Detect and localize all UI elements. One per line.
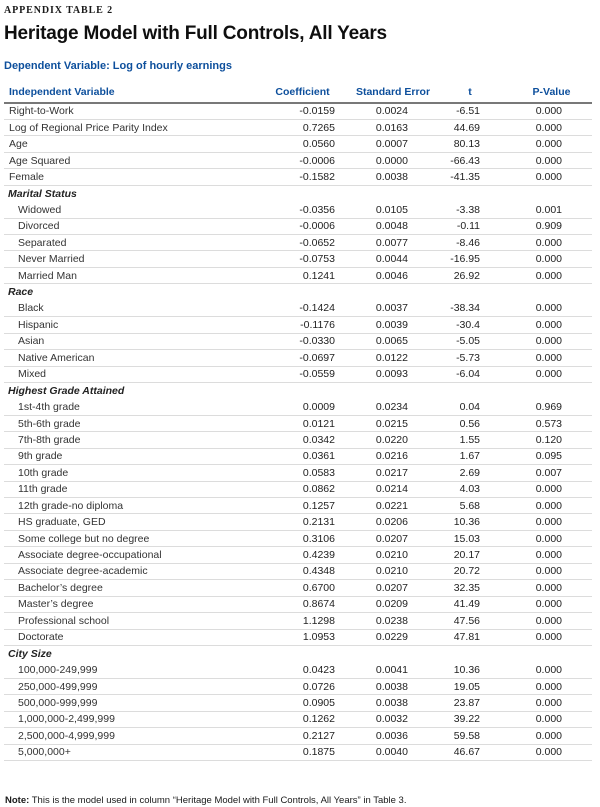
variable-label: Asian — [4, 333, 262, 349]
t-value: -38.34 — [443, 300, 497, 316]
p-value: 0.000 — [497, 136, 592, 152]
variable-label: 7th-8th grade — [4, 432, 262, 448]
variable-label: Married Man — [4, 267, 262, 283]
t-value: 15.03 — [443, 530, 497, 546]
t-value: -0.11 — [443, 218, 497, 234]
variable-label: 1st-4th grade — [4, 399, 262, 415]
variable-label: 500,000-999,999 — [4, 695, 262, 711]
p-value: 0.000 — [497, 580, 592, 596]
standard-error-value: 0.0105 — [343, 202, 443, 218]
standard-error-value: 0.0039 — [343, 317, 443, 333]
table-row — [4, 202, 592, 218]
section-row — [4, 645, 592, 661]
standard-error-value: 0.0238 — [343, 613, 443, 629]
t-value: 39.22 — [443, 711, 497, 727]
column-header-coefficient: Coefficient — [262, 81, 343, 103]
standard-error-value: 0.0217 — [343, 465, 443, 481]
p-value: 0.000 — [497, 498, 592, 514]
p-value: 0.000 — [497, 530, 592, 546]
variable-label: Bachelor’s degree — [4, 580, 262, 596]
variable-label: Black — [4, 300, 262, 316]
coefficient-value: 0.0726 — [262, 678, 343, 694]
p-value: 0.000 — [497, 366, 592, 382]
standard-error-value: 0.0207 — [343, 530, 443, 546]
table-kicker: APPENDIX TABLE 2 — [4, 5, 114, 16]
table-row — [4, 728, 592, 744]
coefficient-value: 0.0583 — [262, 465, 343, 481]
variable-label: Mixed — [4, 366, 262, 382]
table-row — [4, 580, 592, 596]
coefficient-value: -0.0652 — [262, 235, 343, 251]
p-value: 0.000 — [497, 744, 592, 760]
table-row — [4, 498, 592, 514]
header-row — [4, 81, 592, 103]
table-row — [4, 662, 592, 678]
table-row — [4, 613, 592, 629]
coefficient-value: 1.1298 — [262, 613, 343, 629]
t-value: 26.92 — [443, 267, 497, 283]
note-text: This is the model used in column “Heritage Model with Full Controls, All Years” in Table 3. — [29, 795, 407, 806]
standard-error-value: 0.0024 — [343, 103, 443, 119]
t-value: 32.35 — [443, 580, 497, 596]
coefficient-value: 0.1875 — [262, 744, 343, 760]
standard-error-value: 0.0038 — [343, 695, 443, 711]
variable-label: 11th grade — [4, 481, 262, 497]
t-value: 1.55 — [443, 432, 497, 448]
standard-error-value: 0.0038 — [343, 678, 443, 694]
t-value: -3.38 — [443, 202, 497, 218]
variable-label: HS graduate, GED — [4, 514, 262, 530]
coefficient-value: 0.0862 — [262, 481, 343, 497]
t-value: 20.72 — [443, 563, 497, 579]
p-value: 0.000 — [497, 267, 592, 283]
t-value: -6.04 — [443, 366, 497, 382]
coefficient-value: -0.0330 — [262, 333, 343, 349]
coefficient-value: -0.0559 — [262, 366, 343, 382]
variable-label: 250,000-499,999 — [4, 678, 262, 694]
p-value: 0.909 — [497, 218, 592, 234]
table-row — [4, 366, 592, 382]
table-header — [4, 81, 592, 103]
dependent-variable-label: Dependent Variable: Log of hourly earnings — [4, 60, 232, 72]
table-row — [4, 267, 592, 283]
table-row — [4, 152, 592, 168]
coefficient-value: 0.4239 — [262, 547, 343, 563]
variable-label: Master’s degree — [4, 596, 262, 612]
standard-error-value: 0.0207 — [343, 580, 443, 596]
t-value: 59.58 — [443, 728, 497, 744]
table-row — [4, 547, 592, 563]
variable-label: 2,500,000-4,999,999 — [4, 728, 262, 744]
t-value: 80.13 — [443, 136, 497, 152]
variable-label: Associate degree-academic — [4, 563, 262, 579]
standard-error-value: 0.0209 — [343, 596, 443, 612]
standard-error-value: 0.0065 — [343, 333, 443, 349]
t-value: 0.04 — [443, 399, 497, 415]
table-row — [4, 514, 592, 530]
coefficient-value: 0.0905 — [262, 695, 343, 711]
coefficient-value: -0.0697 — [262, 350, 343, 366]
coefficient-value: -0.1582 — [262, 169, 343, 185]
t-value: 10.36 — [443, 662, 497, 678]
p-value: 0.000 — [497, 350, 592, 366]
variable-label: Divorced — [4, 218, 262, 234]
variable-label: Doctorate — [4, 629, 262, 645]
variable-label: 100,000-249,999 — [4, 662, 262, 678]
section-row — [4, 185, 592, 201]
p-value: 0.000 — [497, 695, 592, 711]
standard-error-value: 0.0048 — [343, 218, 443, 234]
table-row — [4, 169, 592, 185]
p-value: 0.000 — [497, 251, 592, 267]
table-row — [4, 629, 592, 645]
table-row — [4, 563, 592, 579]
p-value: 0.000 — [497, 481, 592, 497]
section-label: Race — [8, 286, 34, 299]
coefficient-value: -0.1424 — [262, 300, 343, 316]
t-value: 19.05 — [443, 678, 497, 694]
coefficient-value: 0.1241 — [262, 267, 343, 283]
variable-label: Associate degree-occupational — [4, 547, 262, 563]
column-header-t: t — [443, 81, 497, 103]
t-value: -5.73 — [443, 350, 497, 366]
coefficient-value: 0.0560 — [262, 136, 343, 152]
coefficient-value: -0.1176 — [262, 317, 343, 333]
standard-error-value: 0.0122 — [343, 350, 443, 366]
coefficient-value: 0.0342 — [262, 432, 343, 448]
t-value: 44.69 — [443, 119, 497, 135]
standard-error-value: 0.0077 — [343, 235, 443, 251]
standard-error-value: 0.0210 — [343, 547, 443, 563]
variable-label: Log of Regional Price Parity Index — [4, 119, 262, 135]
coefficient-value: 0.1262 — [262, 711, 343, 727]
t-value: -66.43 — [443, 152, 497, 168]
coefficient-value: -0.0356 — [262, 202, 343, 218]
standard-error-value: 0.0221 — [343, 498, 443, 514]
p-value: 0.120 — [497, 432, 592, 448]
p-value: 0.000 — [497, 711, 592, 727]
standard-error-value: 0.0210 — [343, 563, 443, 579]
table-row — [4, 415, 592, 431]
coefficient-value: 0.0009 — [262, 399, 343, 415]
coefficient-value: -0.0159 — [262, 103, 343, 119]
standard-error-value: 0.0163 — [343, 119, 443, 135]
table-row — [4, 235, 592, 251]
coefficient-value: -0.0753 — [262, 251, 343, 267]
section-row — [4, 284, 592, 300]
coefficient-value: 0.0423 — [262, 662, 343, 678]
table-row — [4, 103, 592, 119]
t-value: -8.46 — [443, 235, 497, 251]
section-label: City Size — [8, 647, 52, 660]
variable-label: 5,000,000+ — [4, 744, 262, 760]
standard-error-value: 0.0041 — [343, 662, 443, 678]
section-label: Marital Status — [8, 187, 77, 200]
p-value: 0.000 — [497, 613, 592, 629]
page-title: Heritage Model with Full Controls, All Years — [4, 23, 387, 44]
standard-error-value: 0.0229 — [343, 629, 443, 645]
p-value: 0.000 — [497, 235, 592, 251]
standard-error-value: 0.0093 — [343, 366, 443, 382]
variable-label: Some college but no degree — [4, 530, 262, 546]
p-value: 0.095 — [497, 448, 592, 464]
t-value: 4.03 — [443, 481, 497, 497]
p-value: 0.000 — [497, 563, 592, 579]
table-row — [4, 596, 592, 612]
table-row — [4, 350, 592, 366]
coefficient-value: 0.7265 — [262, 119, 343, 135]
variable-label: Hispanic — [4, 317, 262, 333]
coefficient-value: 1.0953 — [262, 629, 343, 645]
p-value: 0.000 — [497, 547, 592, 563]
standard-error-value: 0.0220 — [343, 432, 443, 448]
variable-label: Native American — [4, 350, 262, 366]
table-row — [4, 399, 592, 415]
p-value: 0.000 — [497, 152, 592, 168]
p-value: 0.000 — [497, 103, 592, 119]
p-value: 0.000 — [497, 317, 592, 333]
variable-label: Professional school — [4, 613, 262, 629]
standard-error-value: 0.0007 — [343, 136, 443, 152]
table-row — [4, 678, 592, 694]
p-value: 0.000 — [497, 514, 592, 530]
p-value: 0.000 — [497, 596, 592, 612]
t-value: 47.56 — [443, 613, 497, 629]
p-value: 0.001 — [497, 202, 592, 218]
standard-error-value: 0.0000 — [343, 152, 443, 168]
table-row — [4, 481, 592, 497]
t-value: 0.56 — [443, 415, 497, 431]
p-value: 0.000 — [497, 629, 592, 645]
t-value: 47.81 — [443, 629, 497, 645]
standard-error-value: 0.0038 — [343, 169, 443, 185]
variable-label: Separated — [4, 235, 262, 251]
p-value: 0.007 — [497, 465, 592, 481]
standard-error-value: 0.0044 — [343, 251, 443, 267]
p-value: 0.000 — [497, 662, 592, 678]
coefficient-value: 0.0361 — [262, 448, 343, 464]
table-row — [4, 530, 592, 546]
coefficient-value: 0.0121 — [262, 415, 343, 431]
column-header-independent-variable: Independent Variable — [4, 81, 262, 103]
table-row — [4, 136, 592, 152]
p-value: 0.000 — [497, 169, 592, 185]
p-value: 0.000 — [497, 119, 592, 135]
t-value: 41.49 — [443, 596, 497, 612]
regression-results-table — [4, 81, 592, 761]
variable-label: Widowed — [4, 202, 262, 218]
t-value: 10.36 — [443, 514, 497, 530]
t-value: -5.05 — [443, 333, 497, 349]
table-row — [4, 744, 592, 760]
section-row — [4, 382, 592, 398]
standard-error-value: 0.0214 — [343, 481, 443, 497]
t-value: -6.51 — [443, 103, 497, 119]
standard-error-value: 0.0037 — [343, 300, 443, 316]
section-label: Highest Grade Attained — [8, 384, 125, 397]
t-value: 20.17 — [443, 547, 497, 563]
coefficient-value: 0.6700 — [262, 580, 343, 596]
table-row — [4, 465, 592, 481]
coefficient-value: 0.8674 — [262, 596, 343, 612]
coefficient-value: -0.0006 — [262, 152, 343, 168]
p-value: 0.000 — [497, 728, 592, 744]
variable-label: Never Married — [4, 251, 262, 267]
p-value: 0.000 — [497, 300, 592, 316]
t-value: -41.35 — [443, 169, 497, 185]
column-header-p-value: P-Value — [497, 81, 592, 103]
t-value: -16.95 — [443, 251, 497, 267]
t-value: 2.69 — [443, 465, 497, 481]
p-value: 0.969 — [497, 399, 592, 415]
variable-label: 9th grade — [4, 448, 262, 464]
table-row — [4, 218, 592, 234]
standard-error-value: 0.0040 — [343, 744, 443, 760]
standard-error-value: 0.0036 — [343, 728, 443, 744]
table-row — [4, 119, 592, 135]
table-row — [4, 711, 592, 727]
standard-error-value: 0.0206 — [343, 514, 443, 530]
variable-label: 10th grade — [4, 465, 262, 481]
p-value: 0.000 — [497, 333, 592, 349]
variable-label: Right-to-Work — [4, 103, 262, 119]
coefficient-value: 0.2131 — [262, 514, 343, 530]
table-row — [4, 300, 592, 316]
standard-error-value: 0.0032 — [343, 711, 443, 727]
table-row — [4, 317, 592, 333]
note-label: Note: — [5, 795, 30, 806]
variable-label: 5th-6th grade — [4, 415, 262, 431]
t-value: -30.4 — [443, 317, 497, 333]
table-row — [4, 695, 592, 711]
variable-label: 1,000,000-2,499,999 — [4, 711, 262, 727]
table-row — [4, 448, 592, 464]
t-value: 46.67 — [443, 744, 497, 760]
t-value: 1.67 — [443, 448, 497, 464]
table-body — [4, 103, 592, 761]
table-row — [4, 333, 592, 349]
standard-error-value: 0.0216 — [343, 448, 443, 464]
standard-error-value: 0.0215 — [343, 415, 443, 431]
t-value: 5.68 — [443, 498, 497, 514]
coefficient-value: 0.4348 — [262, 563, 343, 579]
table-row — [4, 251, 592, 267]
coefficient-value: 0.1257 — [262, 498, 343, 514]
variable-label: Age Squared — [4, 152, 262, 168]
standard-error-value: 0.0234 — [343, 399, 443, 415]
coefficient-value: -0.0006 — [262, 218, 343, 234]
t-value: 23.87 — [443, 695, 497, 711]
variable-label: Age — [4, 136, 262, 152]
table-row — [4, 432, 592, 448]
coefficient-value: 0.3106 — [262, 530, 343, 546]
variable-label: 12th grade-no diploma — [4, 498, 262, 514]
column-header-standard-error: Standard Error — [343, 81, 443, 103]
p-value: 0.000 — [497, 678, 592, 694]
coefficient-value: 0.2127 — [262, 728, 343, 744]
p-value: 0.573 — [497, 415, 592, 431]
standard-error-value: 0.0046 — [343, 267, 443, 283]
variable-label: Female — [4, 169, 262, 185]
table-note — [4, 795, 596, 806]
